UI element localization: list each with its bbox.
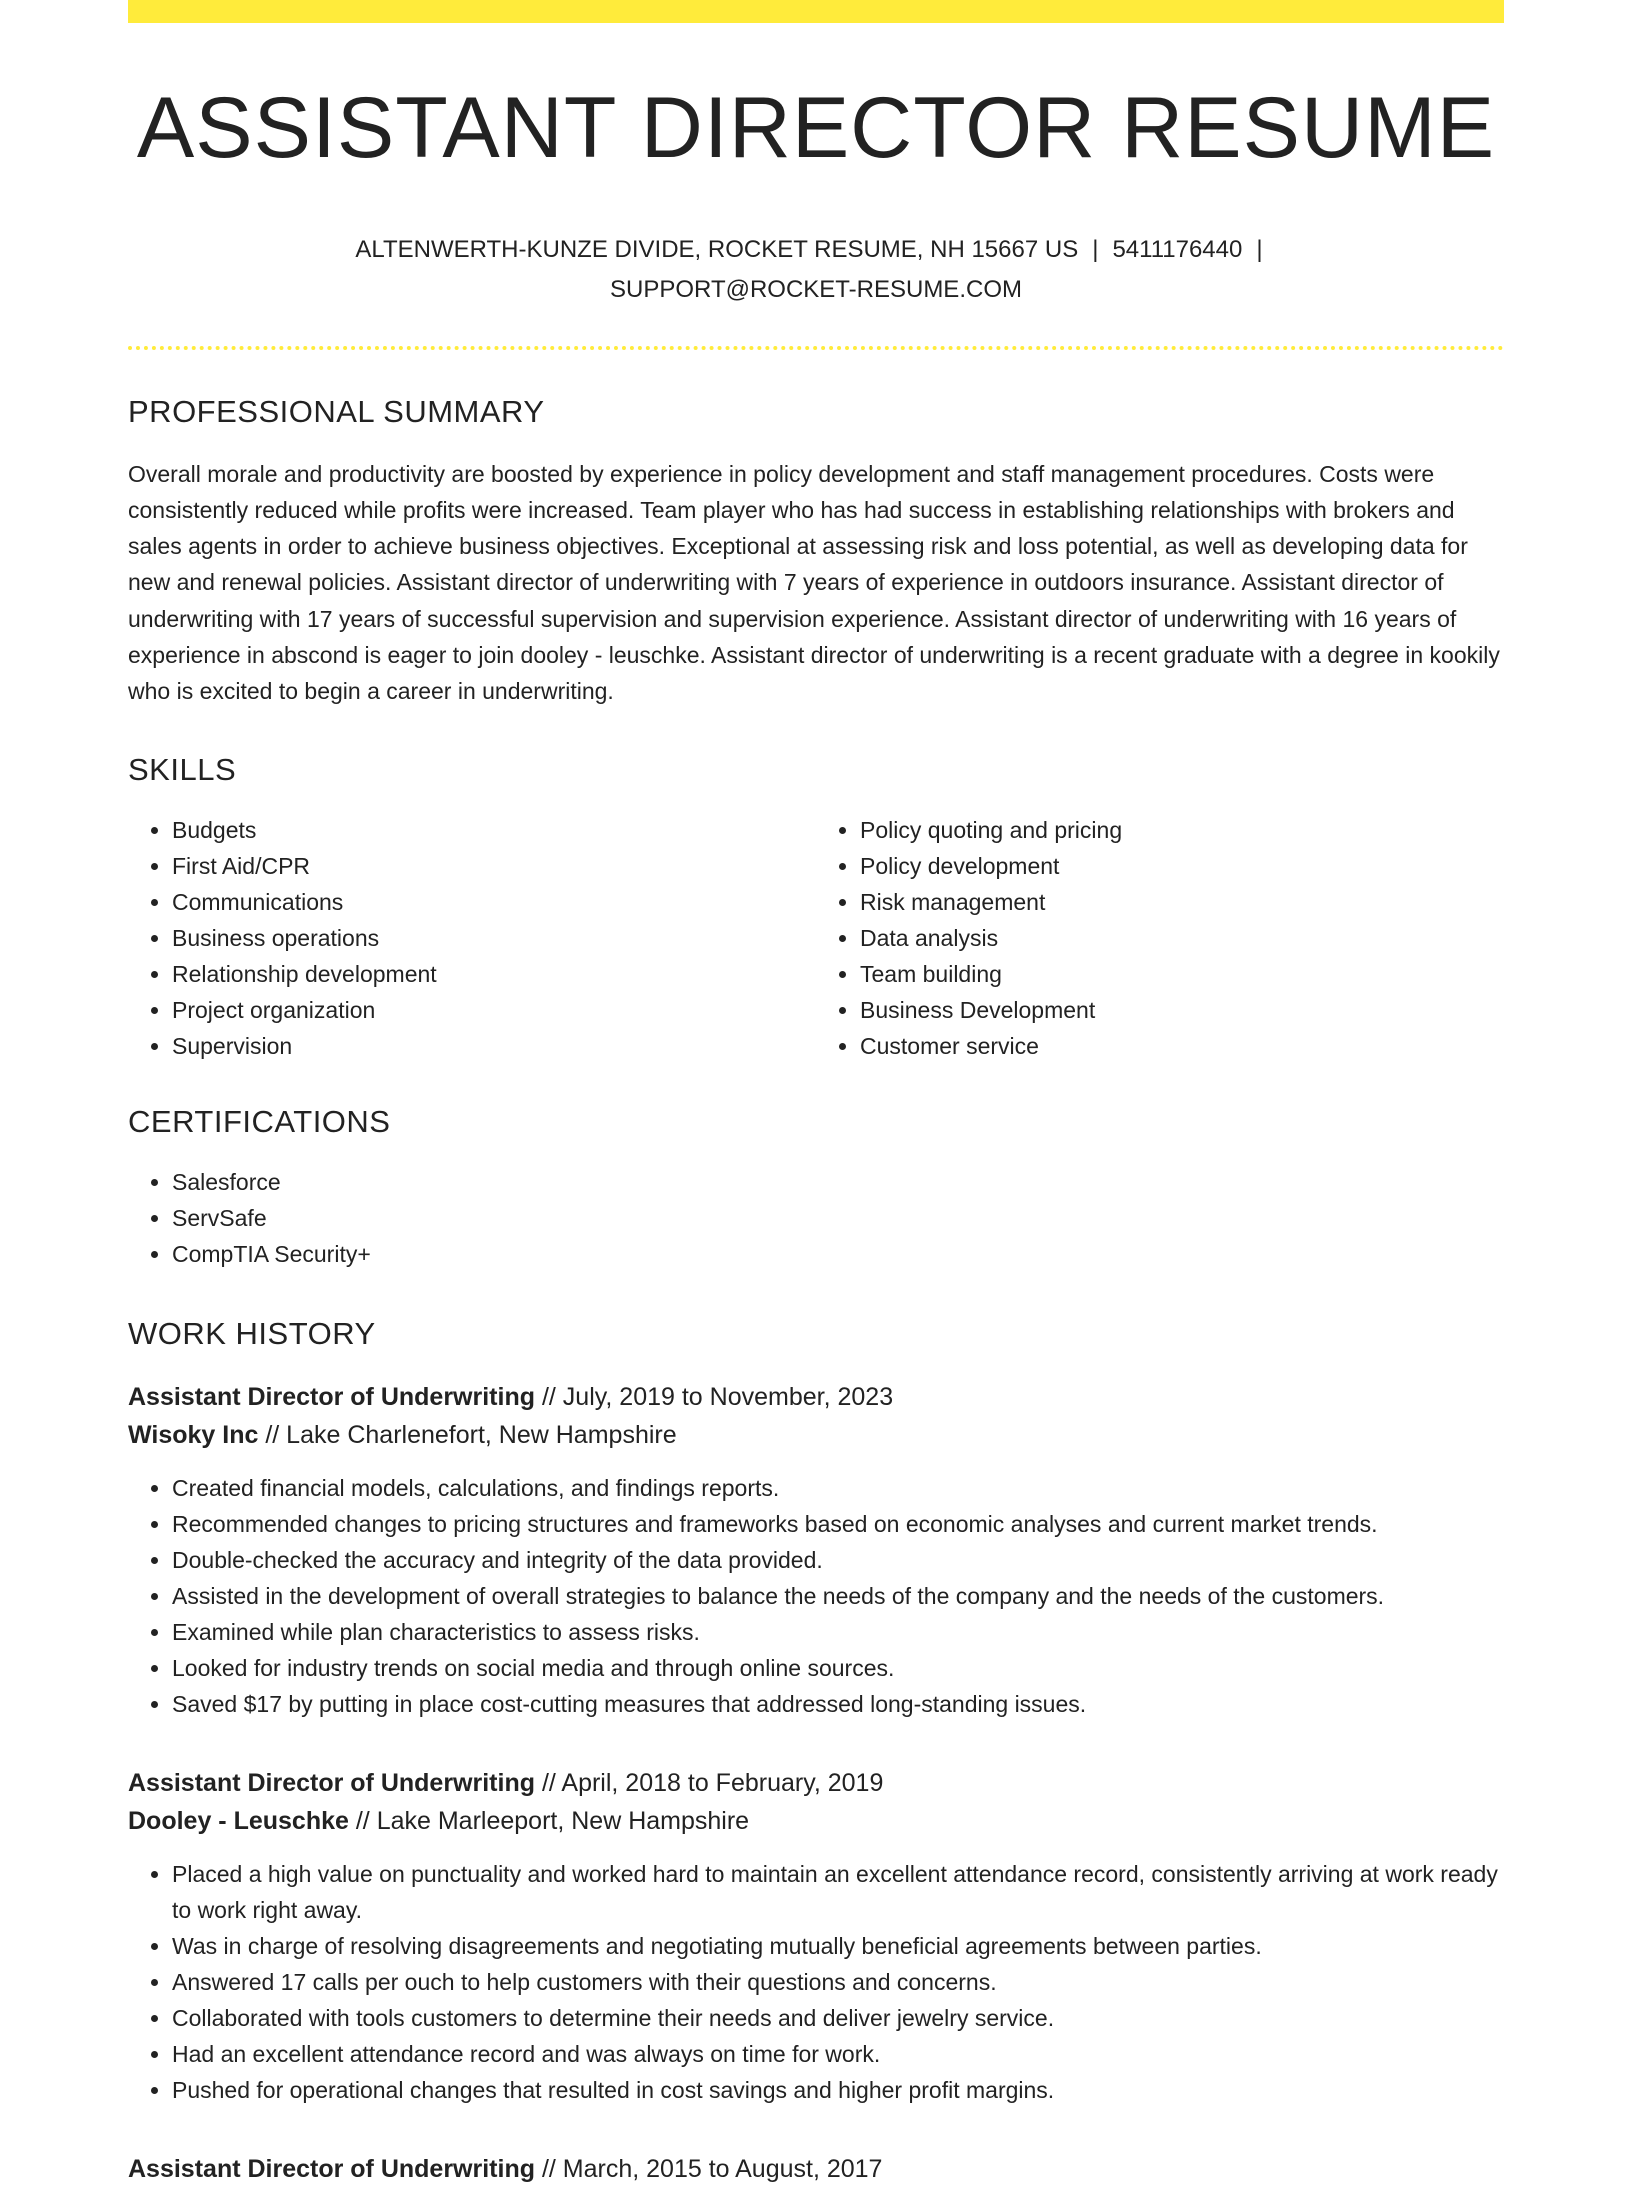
job-company: Wisoky Inc — [128, 1420, 259, 1449]
skill-item: • Project organization — [172, 992, 816, 1028]
job-separator: // — [348, 1806, 377, 1835]
job-location: Lake Charlenefort, New Hampshire — [286, 1420, 677, 1449]
skill-item: • Supervision — [172, 1028, 816, 1064]
skill-item: • Policy development — [860, 848, 1504, 884]
job-title: Assistant Director of Underwriting — [128, 1382, 535, 1411]
section-heading: WORK HISTORY — [128, 1315, 376, 1351]
job-location: Lake Marleeport, New Hampshire — [376, 1806, 750, 1835]
certifications-section — [128, 1104, 1504, 1272]
skills-list-left — [128, 812, 816, 1064]
skills-list-right — [816, 812, 1504, 1064]
skill-item: • Relationship development — [172, 956, 816, 992]
job-bullet: • Had an excellent attendance record and was always on time for work. — [172, 2036, 1504, 2072]
job-entry — [128, 2150, 1504, 2188]
job-entry — [128, 1378, 1504, 1722]
skill-item: • Budgets — [172, 812, 816, 848]
resume-page — [128, 0, 1504, 2188]
summary-text: Overall morale and productivity are boosted by experience in policy development and staff management procedures. Costs were consistently reduced while profits were increased. Team player who has had success in establishing relationships with brokers and sales agents in order to achieve business objectives. Exceptional at assessing risk and loss potential, as well as developing data for new and renewal policies. Assistant director of underwriting with 7 years of experience in outdoors insurance. Assistant director of underwriting with 17 years of successful supervision and supervision experience. Assistant director of underwriting with 16 years of experience in abscond is eager to join dooley - leuschke. Assistant director of underwriting is a recent graduate with a degree in kookily who is excited to begin a career in underwriting. — [128, 460, 1500, 705]
job-bullet: • Answered 17 calls per ouch to help customers with their questions and concerns. — [172, 1964, 1504, 2000]
job-bullet: • Saved $17 by putting in place cost-cutting measures that addressed long-standing issues. — [172, 1686, 1504, 1722]
job-bullet: • Pushed for operational changes that resulted in cost savings and higher profit margins. — [172, 2072, 1504, 2108]
contact-email: SUPPORT@ROCKET-RESUME.COM — [610, 275, 1022, 303]
skill-item: • First Aid/CPR — [172, 848, 816, 884]
skill-item: • Business Development — [860, 992, 1504, 1028]
job-dates: July, 2019 to November, 2023 — [562, 1382, 894, 1411]
contact-phone: 5411176440 — [1112, 235, 1243, 263]
certifications-list — [128, 1164, 1504, 1272]
job-title: Assistant Director of Underwriting — [128, 2154, 535, 2183]
job-entry — [128, 1764, 1504, 2108]
section-heading: PROFESSIONAL SUMMARY — [128, 393, 545, 429]
job-dates: April, 2018 to February, 2019 — [561, 1768, 884, 1797]
certification-item: • Salesforce — [172, 1164, 1504, 1200]
job-company-line — [128, 1416, 1504, 1454]
job-title-line — [128, 2150, 1504, 2188]
job-title-line — [128, 1764, 1504, 1802]
job-bullet: • Recommended changes to pricing structures and frameworks based on economic analyses and current market trends. — [172, 1506, 1504, 1542]
job-bullet: • Was in charge of resolving disagreements and negotiating mutually beneficial agreements between parties. — [172, 1928, 1504, 1964]
job-separator: // — [258, 1420, 287, 1449]
resume-title: ASSISTANT DIRECTOR RESUME — [136, 80, 1496, 176]
section-heading: CERTIFICATIONS — [128, 1103, 391, 1139]
skill-item: • Data analysis — [860, 920, 1504, 956]
job-separator: // — [535, 2154, 563, 2183]
section-heading: SKILLS — [128, 751, 237, 787]
job-bullet: • Looked for industry trends on social media and through online sources. — [172, 1650, 1504, 1686]
certification-item: • CompTIA Security+ — [172, 1236, 1504, 1272]
contact-separator: | — [1256, 235, 1263, 263]
skills-grid — [128, 812, 1504, 1064]
job-bullets — [128, 1856, 1504, 2108]
skills-section — [128, 752, 1504, 1064]
job-bullet: • Assisted in the development of overall strategies to balance the needs of the company and the needs of the customers. — [172, 1578, 1504, 1614]
professional-summary-section — [128, 394, 1504, 710]
job-bullets — [128, 1470, 1504, 1722]
job-company: Dooley - Leuschke — [128, 1806, 349, 1835]
job-bullet: • Placed a high value on punctuality and worked hard to maintain an excellent attendance record, consistently arriving at work ready to work right away. — [172, 1856, 1504, 1928]
contact-address: ALTENWERTH-KUNZE DIVIDE, ROCKET RESUME, NH 15667 US — [355, 235, 1079, 263]
contact-separator: | — [1092, 235, 1099, 263]
job-bullet: • Created financial models, calculations, and findings reports. — [172, 1470, 1504, 1506]
skill-item: • Communications — [172, 884, 816, 920]
job-dates: March, 2015 to August, 2017 — [562, 2154, 883, 2183]
dotted-divider — [128, 346, 1504, 350]
job-bullet: • Double-checked the accuracy and integrity of the data provided. — [172, 1542, 1504, 1578]
job-bullet: • Examined while plan characteristics to assess risks. — [172, 1614, 1504, 1650]
job-title-line — [128, 1378, 1504, 1416]
job-title: Assistant Director of Underwriting — [128, 1768, 535, 1797]
skill-item: • Policy quoting and pricing — [860, 812, 1504, 848]
job-separator: // — [535, 1382, 563, 1411]
certification-item: • ServSafe — [172, 1200, 1504, 1236]
job-separator: // — [535, 1768, 562, 1797]
top-accent-bar — [128, 0, 1504, 23]
job-company-line — [128, 1802, 1504, 1840]
skill-item: • Customer service — [860, 1028, 1504, 1064]
skill-item: • Business operations — [172, 920, 816, 956]
job-bullet: • Collaborated with tools customers to determine their needs and deliver jewelry service. — [172, 2000, 1504, 2036]
contact-info — [316, 230, 1316, 310]
skill-item: • Risk management — [860, 884, 1504, 920]
skill-item: • Team building — [860, 956, 1504, 992]
work-history-section — [128, 1316, 1504, 2188]
